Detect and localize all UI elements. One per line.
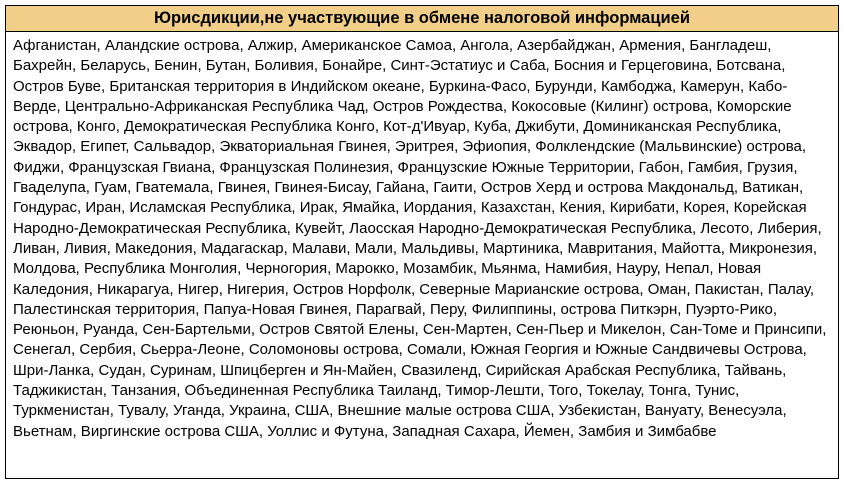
- table-header: Юрисдикции,не участвующие в обмене налоговой информацией: [6, 6, 838, 32]
- jurisdictions-table: [5, 5, 839, 479]
- jurisdictions-list-cell: Афганистан, Аландские острова, Алжир, Американское Самоа, Ангола, Азербайджан, Армения, Бангладеш, Бахрейн, Беларусь, Бенин, Бутан, Боливия, Бонайре, Синт-Эстатиус и Саба, Босния и Герцеговина, Ботсвана, Остров Буве, Британская территория в Индийском океане, Буркина-Фасо, Бурунди, Камбоджа, Камерун, Кабо-Верде, Центрально-Африканская Республика Чад, Остров Рождества, Кокосовые (Килинг) острова, Коморские острова, Конго, Демократическая Республика Конго, Кот-д'Ивуар, Куба, Джибути, Доминиканская Республика, Эквадор, Египет, Сальвадор, Экваториальная Гвинея, Эритрея, Эфиопия, Фолклендские (Мальвинские) острова, Фиджи, Французская Гвиана, Французская Полинезия, Французские Южные Территории, Габон, Гамбия, Грузия, Гваделупа, Гуам, Гватемала, Гвинея, Гвинея-Бисау, Гайана, Гаити, Остров Херд и острова Макдональд, Ватикан, Гондурас, Иран, Исламская Республика, Ирак, Ямайка, Иордания, Казахстан, Кения, Кирибати, Корея, Корейская Народно-Демократическая Республика, Кувейт, Лаосская Народно-Демократическая Республика, Лесото, Либерия, Ливан, Ливия, Македония, Мадагаскар, Малави, Мали, Мальдивы, Мартиника, Мавритания, Майотта, Микронезия, Молдова, Республика Монголия, Черногория, Марокко, Мозамбик, Мьянма, Намибия, Науру, Непал, Новая Каледония, Никарагуа, Нигер, Нигерия, Остров Норфолк, Северные Марианские острова, Оман, Пакистан, Палау, Палестинская территория, Папуа-Новая Гвинея, Парагвай, Перу, Филиппины, острова Питкэрн, Пуэрто-Рико, Реюньон, Руанда, Сен-Бартельми, Остров Святой Елены, Сен-Мартен, Сен-Пьер и Микелон, Сан-Томе и Принсипи, Сенегал, Сербия, Сьерра-Леоне, Соломоновы острова, Сомали, Южная Георгия и Южные Сандвичевы Острова, Шри-Ланка, Судан, Суринам, Шпицберген и Ян-Майен, Свазиленд, Сирийская Арабская Республика, Тайвань, Таджикистан, Танзания, Объединенная Республика Таиланд, Тимор-Лешти, Того, Токелау, Тонга, Тунис, Туркменистан, Тувалу, Уганда, Украина, США, Внешние малые острова США, Узбекистан, Вануату, Венесуэла, Вьетнам, Виргинские острова США, Уоллис и Футуна, Западная Сахара, Йемен, Замбия и Зимбабве: [13, 37, 827, 440]
